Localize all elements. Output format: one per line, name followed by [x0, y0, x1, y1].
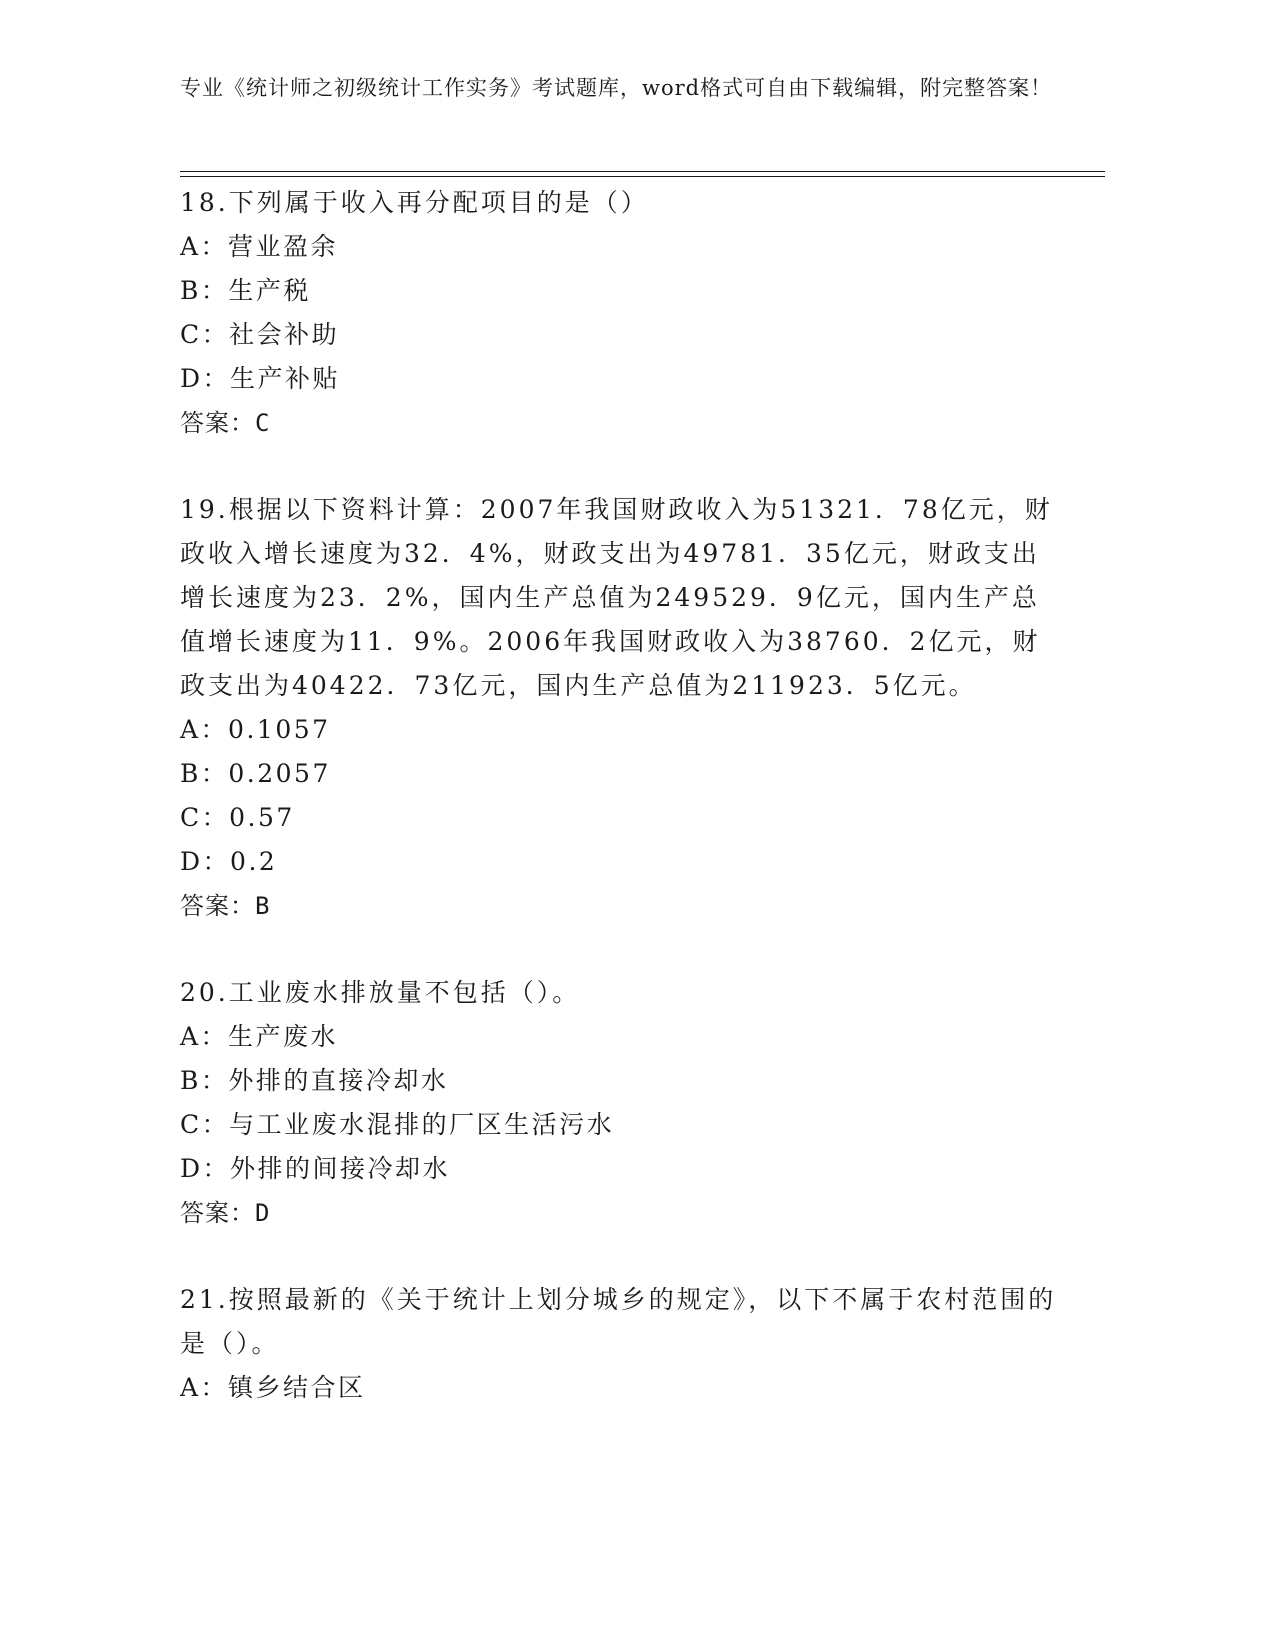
question-stem: 19.根据以下资料计算：2007年我国财政收入为51321．78亿元，财政收入增长速度为32．4%，财政支出为49781．35亿元，财政支出增长速度为23．2%，国内生产总值为249529．9亿元，国内生产总值增长速度为11．9%。2006年我国财政收入为38760．2亿元，财政支出为40422．73亿元，国内生产总值为211923．5亿元。 — [180, 495, 1053, 700]
option-c: C：0.57 — [180, 803, 295, 832]
option-a: A：生产废水 — [180, 1022, 339, 1051]
answer-line — [180, 401, 1060, 445]
document-header: 专业《统计师之初级统计工作实务》考试题库，word格式可自由下载编辑，附完整答案！ — [180, 76, 1053, 100]
answer-label: 答案： — [180, 892, 255, 920]
question-18 — [180, 181, 1060, 445]
option-b: B：0.2057 — [180, 759, 331, 788]
question-21 — [180, 1278, 1060, 1410]
answer-value: D — [255, 1199, 271, 1227]
option-d: D：外排的间接冷却水 — [180, 1154, 451, 1183]
question-spacer — [180, 1235, 1060, 1278]
option-a: A：镇乡结合区 — [180, 1373, 366, 1402]
option-d: D：0.2 — [180, 847, 278, 876]
question-20 — [180, 971, 1060, 1235]
question-spacer — [180, 445, 1060, 488]
option-a: A：0.1057 — [180, 715, 331, 744]
answer-label: 答案： — [180, 409, 255, 437]
answer-line — [180, 884, 1060, 928]
question-list — [180, 181, 1060, 1410]
question-stem: 20.工业废水排放量不包括（）。 — [180, 978, 581, 1007]
option-c: C：与工业废水混排的厂区生活污水 — [180, 1110, 615, 1139]
header-divider-top — [180, 171, 1105, 172]
question-19 — [180, 488, 1060, 928]
option-c: C：社会补助 — [180, 320, 340, 349]
answer-value: B — [255, 892, 271, 920]
answer-label: 答案： — [180, 1199, 255, 1227]
option-d: D：生产补贴 — [180, 364, 341, 393]
option-b: B：外排的直接冷却水 — [180, 1066, 449, 1095]
answer-line — [180, 1191, 1060, 1235]
option-a: A：营业盈余 — [180, 232, 339, 261]
question-stem: 21.按照最新的《关于统计上划分城乡的规定》，以下不属于农村范围的是（）。 — [180, 1285, 1057, 1358]
option-b: B：生产税 — [180, 276, 311, 305]
answer-value: C — [255, 409, 271, 437]
question-spacer — [180, 928, 1060, 971]
question-stem: 18.下列属于收入再分配项目的是（） — [180, 188, 649, 217]
header-divider-bottom — [180, 176, 1105, 177]
